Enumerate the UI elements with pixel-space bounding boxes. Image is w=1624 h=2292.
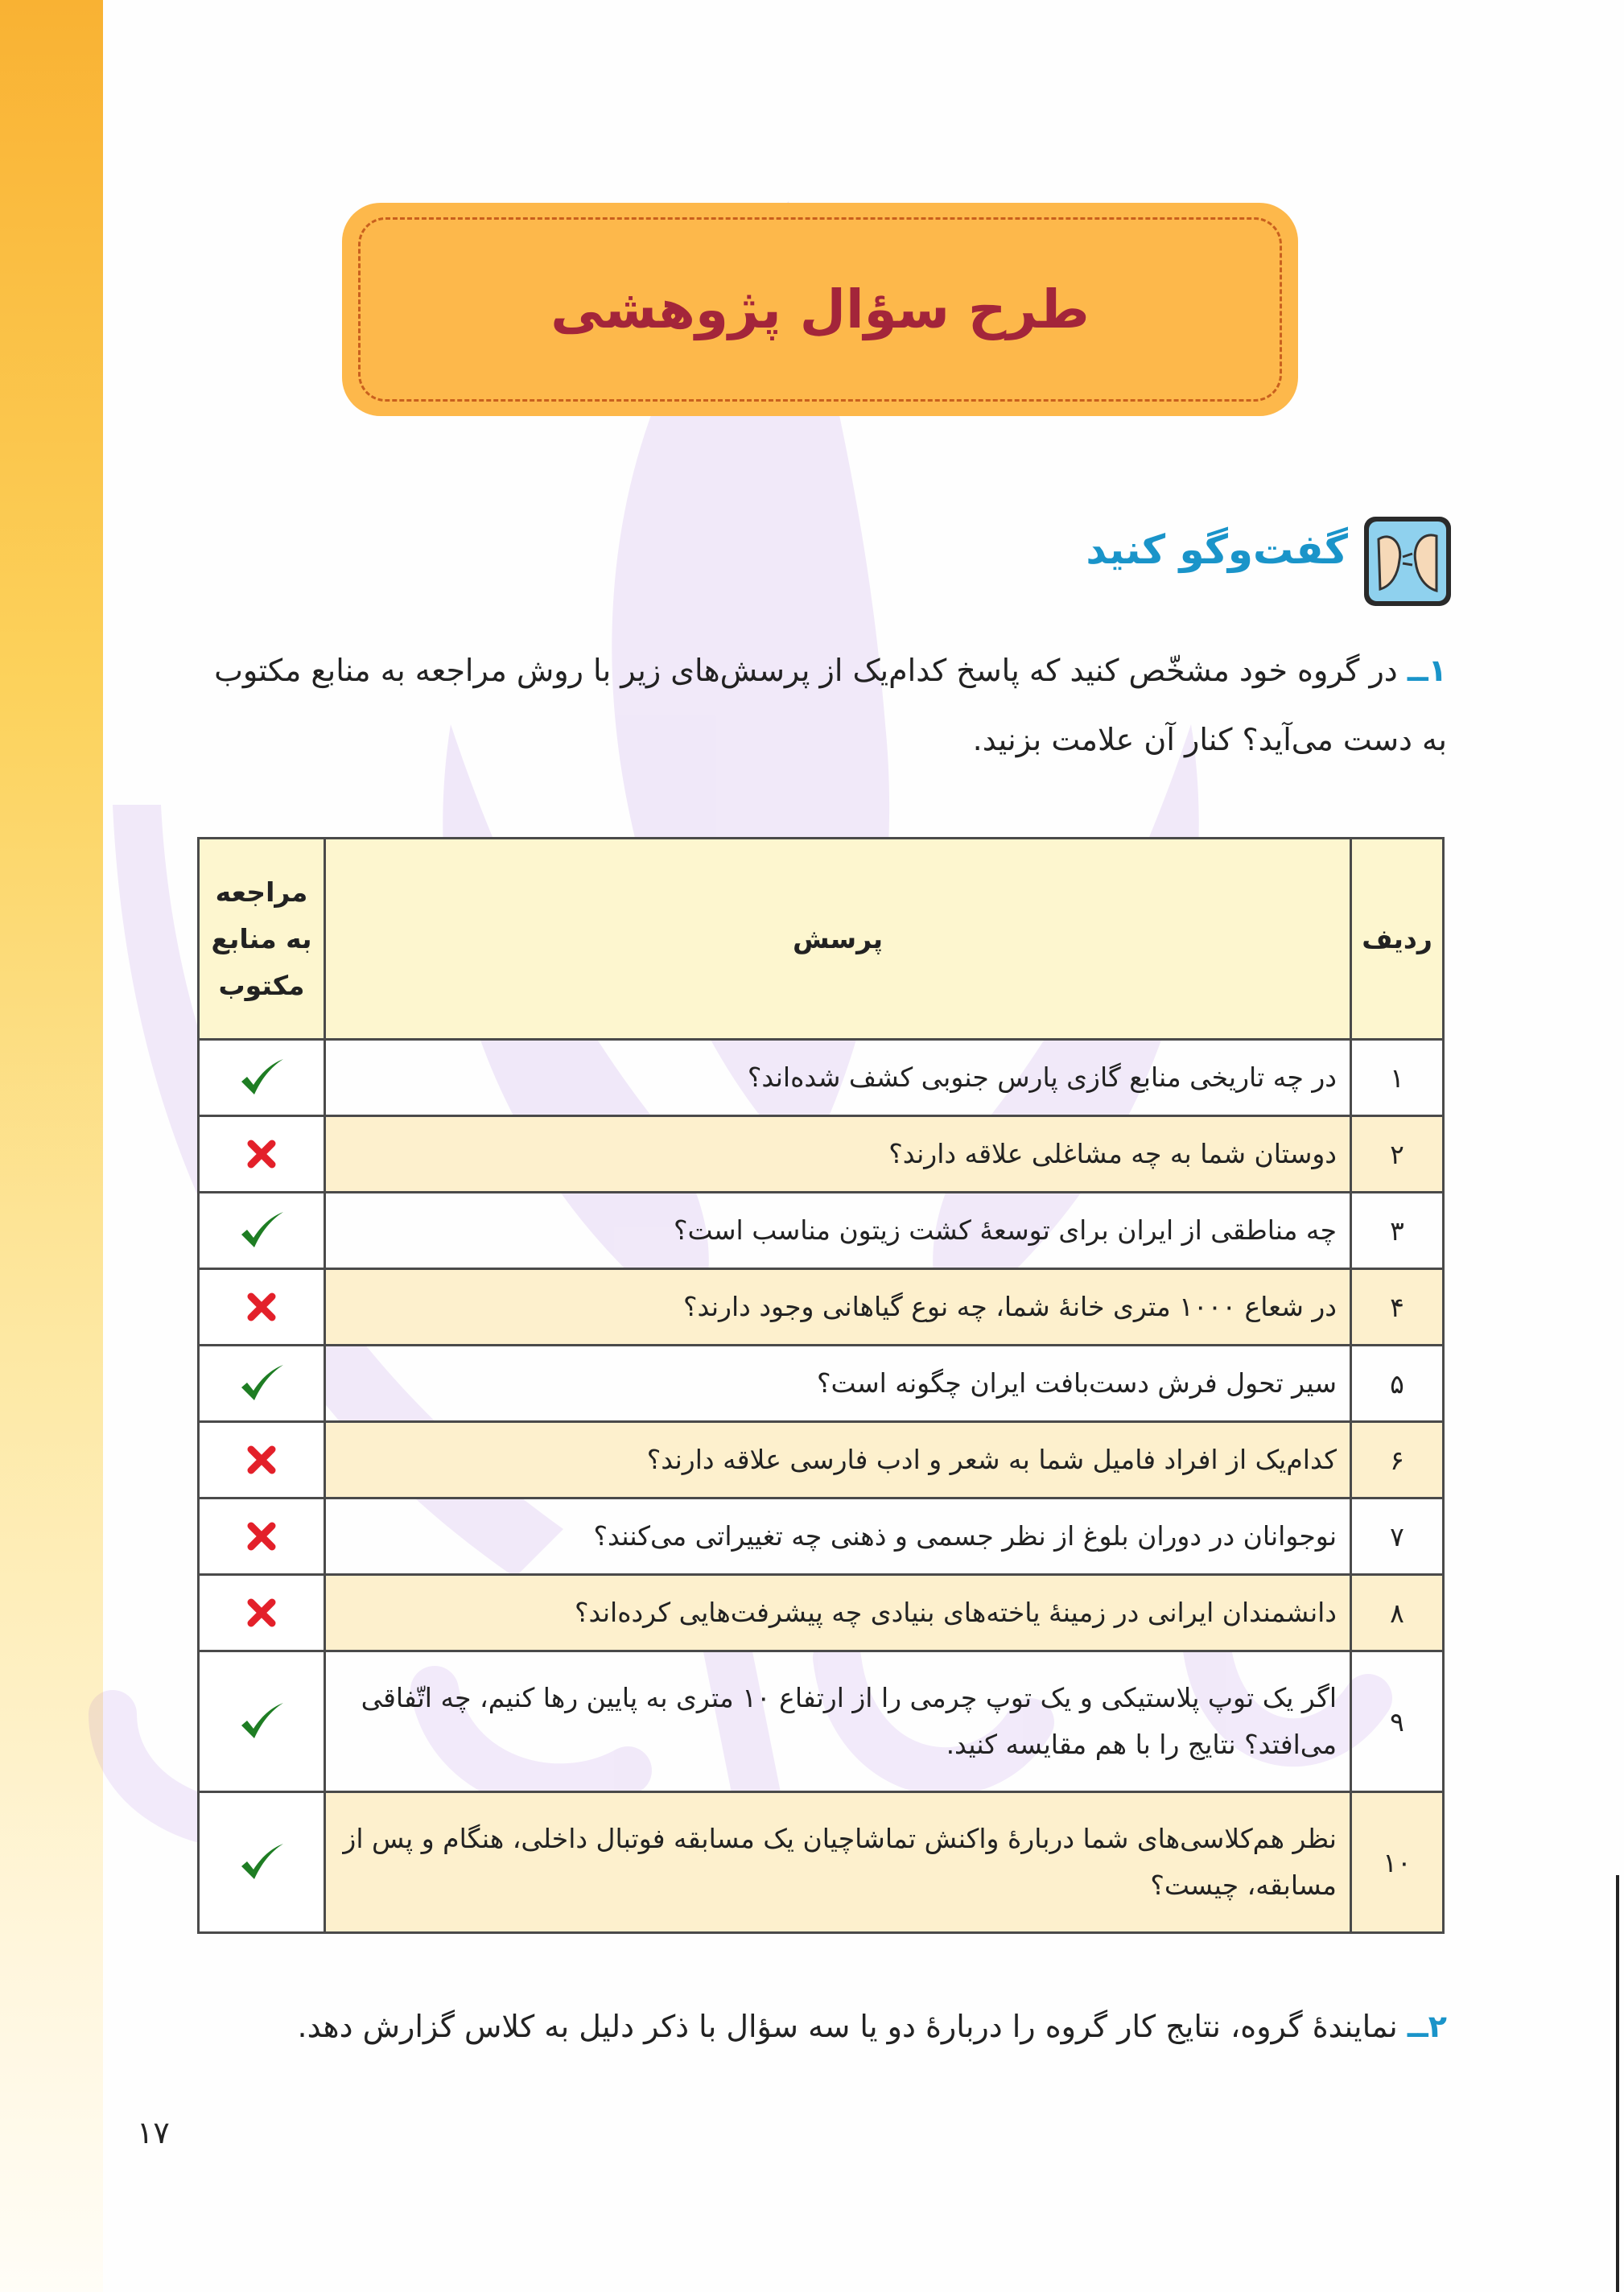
question-1-number: ۱ــ	[1407, 653, 1447, 688]
discussion-heading-text: گفت‌و‌گو کنید	[1086, 526, 1348, 573]
row-question: نوجوانان در دوران بلوغ از نظر جسمی و ذهنی چه تغییراتی می‌کنند؟	[325, 1498, 1351, 1575]
table-body	[199, 1040, 1444, 1933]
questions-table	[197, 837, 1445, 1934]
cross-mark-icon	[199, 1422, 325, 1498]
table-row	[199, 1498, 1444, 1575]
row-number: ۲	[1351, 1116, 1444, 1193]
table-row	[199, 1422, 1444, 1498]
question-1-text: در گروه خود مشخّص کنید که پاسخ کدام‌یک از پرسش‌های زیر با روش مراجعه به منابع مکتوب به دست می‌آید؟ کنار آن علامت بزنید.	[214, 653, 1447, 757]
header-question: پرسش	[325, 839, 1351, 1040]
header-ref-line-3: مکتوب	[218, 969, 305, 1001]
row-question: نظر هم‌کلاسی‌های شما دربارهٔ واکنش تماشاچیان یک مسابقه فوتبال داخلی، هنگام و پس از مسابقه، چیست؟	[325, 1792, 1351, 1933]
table-row	[199, 1651, 1444, 1792]
check-mark-icon	[199, 1346, 325, 1422]
table-row	[199, 1040, 1444, 1116]
table-header-row	[199, 839, 1444, 1040]
cross-mark-icon	[199, 1269, 325, 1346]
header-ref-line-2: به منابع	[211, 922, 312, 954]
row-number: ۱۰	[1351, 1792, 1444, 1933]
table-row	[199, 1193, 1444, 1269]
row-number: ۸	[1351, 1575, 1444, 1651]
page-edge-line	[1616, 1875, 1619, 2292]
row-question: چه مناطقی از ایران برای توسعهٔ کشت زیتون مناسب است؟	[325, 1193, 1351, 1269]
question-2-number: ۲ــ	[1407, 2009, 1447, 2044]
row-number: ۴	[1351, 1269, 1444, 1346]
row-number: ۳	[1351, 1193, 1444, 1269]
row-question: در چه تاریخی منابع گازی پارس جنوبی کشف شده‌اند؟	[325, 1040, 1351, 1116]
row-number: ۷	[1351, 1498, 1444, 1575]
row-number: ۶	[1351, 1422, 1444, 1498]
row-question: کدام‌یک از افراد فامیل شما به شعر و ادب فارسی علاقه دارند؟	[325, 1422, 1351, 1498]
cross-mark-icon	[199, 1575, 325, 1651]
header-ref-line-1: مراجعه	[215, 876, 308, 908]
row-number: ۹	[1351, 1651, 1444, 1792]
question-2-text: نمایندهٔ گروه، نتایج کار گروه را دربارهٔ دو یا سه سؤال با ذکر دلیل به کلاس گزارش دهد.	[297, 2009, 1398, 2044]
section-title: طرح سؤال پژوهشی	[550, 278, 1090, 340]
check-mark-icon	[199, 1651, 325, 1792]
table-row	[199, 1269, 1444, 1346]
cross-mark-icon	[199, 1498, 325, 1575]
check-mark-icon	[199, 1040, 325, 1116]
question-1	[185, 636, 1447, 774]
row-question: دوستان شما به چه مشاغلی علاقه دارند؟	[325, 1116, 1351, 1193]
row-number: ۵	[1351, 1346, 1444, 1422]
page-number: ۱۷	[137, 2115, 170, 2150]
row-question: دانشمندان ایرانی در زمینهٔ یاخته‌های بنیادی چه پیشرفت‌هایی کرده‌اند؟	[325, 1575, 1351, 1651]
table-row	[199, 1346, 1444, 1422]
question-2	[185, 1994, 1447, 2059]
row-question: اگر یک توپ پلاستیکی و یک توپ چرمی را از ارتفاع ۱۰ متری به پایین رها کنیم، چه اتّفاقی می‌افتد؟ نتایج را با هم مقایسه کنید.	[325, 1651, 1351, 1792]
row-number: ۱	[1351, 1040, 1444, 1116]
table-row	[199, 1575, 1444, 1651]
header-row-number: ردیف	[1351, 839, 1444, 1040]
discussion-icon	[1362, 515, 1453, 608]
discussion-heading	[966, 515, 1453, 608]
check-mark-icon	[199, 1792, 325, 1933]
row-question: سیر تحول فرش دست‌بافت ایران چگونه است؟	[325, 1346, 1351, 1422]
decorative-side-strip	[0, 0, 103, 2292]
check-mark-icon	[199, 1193, 325, 1269]
cross-mark-icon	[199, 1116, 325, 1193]
table-row	[199, 1116, 1444, 1193]
table-row	[199, 1792, 1444, 1933]
row-question: در شعاع ۱۰۰۰ متری خانهٔ شما، چه نوع گیاهانی وجود دارند؟	[325, 1269, 1351, 1346]
header-written-sources	[199, 839, 325, 1040]
section-title-box	[342, 203, 1298, 416]
